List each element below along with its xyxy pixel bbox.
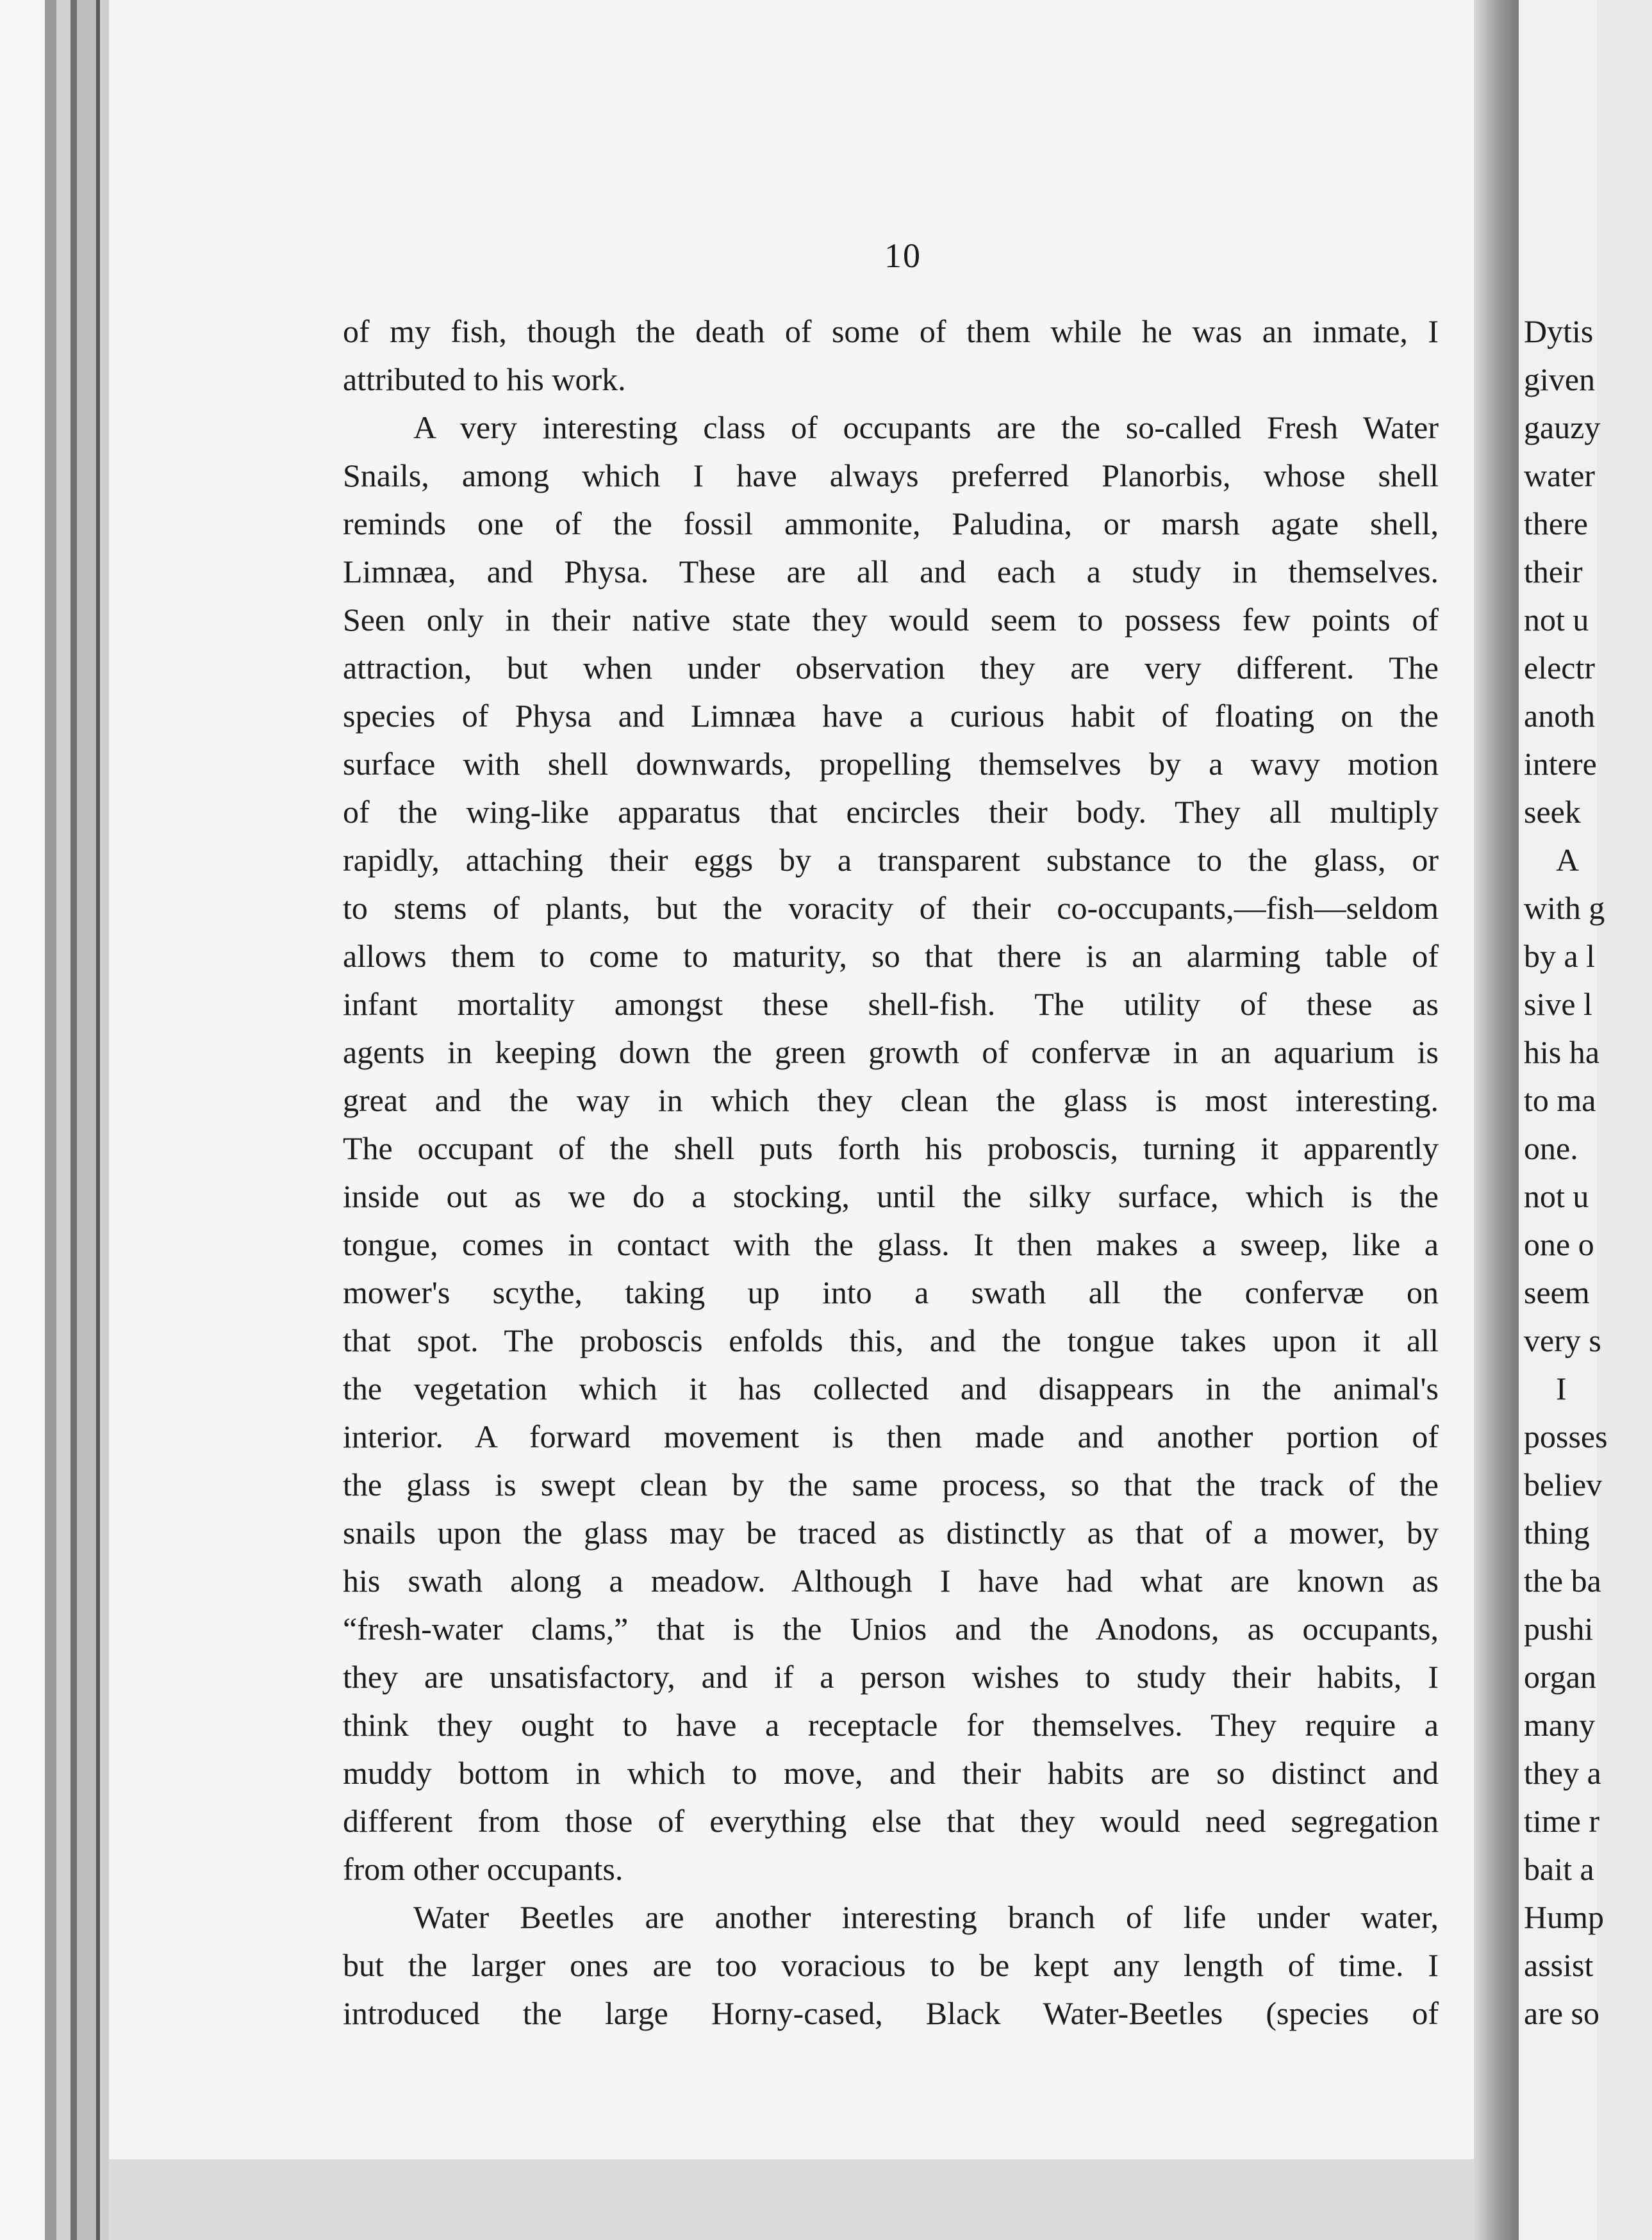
text-line: the vegetation which it has collected and disappears in the animal's [343,1371,1439,1406]
text-line: but the larger ones are too voracious to be kept any length of time. I [343,1947,1439,1983]
facing-page-line: bait a [1524,1851,1594,1887]
body-text [343,308,1439,2038]
text-line: species of Physa and Limnæa have a curious habit of floating on the [343,698,1439,734]
facing-page-line: organ [1524,1659,1596,1695]
text-line: snails upon the glass may be traced as distinctly as that of a mower, by [343,1515,1439,1551]
text-line: infant mortality amongst these shell-fish. The utility of these as [343,986,1439,1022]
facing-page-line: very s [1524,1322,1601,1358]
page-edge-2 [45,0,56,2240]
text-line: mower's scythe, taking up into a swath all the confervæ on [343,1274,1439,1310]
facing-page-line: water [1524,457,1596,493]
text-line: rapidly, attaching their eggs by a transparent substance to the glass, or [343,842,1439,878]
facing-page-line: with g [1524,890,1605,926]
facing-page-line: to ma [1524,1082,1596,1118]
facing-page-line: they a [1524,1755,1601,1791]
facing-page-line: time r [1524,1803,1600,1839]
text-line: Limnæa, and Physa. These are all and each a study in themselves. [343,554,1439,589]
facing-page-line: Dytis [1524,313,1594,349]
facing-page-line: there [1524,506,1588,541]
facing-page-line: seek [1524,794,1581,830]
text-line: agents in keeping down the green growth of confervæ in an aquarium is [343,1034,1439,1070]
facing-page-line: the ba [1524,1563,1601,1599]
facing-page-line: seem [1524,1274,1590,1310]
text-line: different from those of everything else that they would need segregation [343,1803,1439,1839]
text-line: his swath along a meadow. Although I have had what are known as [343,1563,1439,1599]
text-line: “fresh-water clams,” that is the Unios and the Anodons, as occupants, [343,1611,1439,1647]
text-line: surface with shell downwards, propelling themselves by a wavy motion [343,746,1439,782]
facing-page-line: Hump [1524,1899,1604,1935]
book-gutter [1474,0,1519,2240]
facing-page-line: pushi [1524,1611,1594,1647]
facing-page-line: intere [1524,746,1597,782]
page-edge-5 [77,0,96,2240]
text-line: The occupant of the shell puts forth his proboscis, turning it apparently [343,1130,1439,1166]
text-line: that spot. The proboscis enfolds this, and the tongue takes upon it all [343,1322,1439,1358]
facing-page-line: given [1524,361,1596,397]
facing-page-line: thing [1524,1515,1590,1551]
facing-page-line: many [1524,1707,1596,1743]
text-line: allows them to come to maturity, so that there is an alarming table of [343,938,1439,974]
page-edge-3 [56,0,70,2240]
facing-page-line: I [1556,1371,1567,1406]
text-line: tongue, comes in contact with the glass. It then makes a sweep, like a [343,1226,1439,1262]
facing-page-line: their [1524,554,1583,589]
text-line: reminds one of the fossil ammonite, Paludina, or marsh agate shell, [343,506,1439,541]
text-line: inside out as we do a stocking, until the silky surface, which is the [343,1178,1439,1214]
facing-page-line: assist [1524,1947,1594,1983]
facing-page-line: not u [1524,602,1589,638]
page-edge-4 [70,0,77,2240]
text-line: the glass is swept clean by the same process, so that the track of the [343,1467,1439,1503]
facing-page-line: his ha [1524,1034,1600,1070]
facing-page-line: not u [1524,1178,1589,1214]
text-line: from other occupants. [343,1851,624,1887]
text-line: great and the way in which they clean the glass is most interesting. [343,1082,1439,1118]
facing-page-line: one. [1524,1130,1578,1166]
facing-page-text [1524,308,1652,2038]
text-line: of my fish, though the death of some of them while he was an inmate, I [343,313,1439,349]
facing-page-line: gauzy [1524,409,1601,445]
text-line: of the wing-like apparatus that encircles their body. They all multiply [343,794,1439,830]
facing-page-line: believ [1524,1467,1603,1503]
facing-page-line: anoth [1524,698,1596,734]
facing-page-line: one o [1524,1226,1594,1262]
text-line: Water Beetles are another interesting branch of life under water, [413,1899,1439,1935]
facing-page-line: posses [1524,1419,1608,1454]
text-line: think they ought to have a receptacle for themselves. They require a [343,1707,1439,1743]
page-edge-7 [100,0,109,2240]
text-line: Snails, among which I have always preferred Planorbis, whose shell [343,457,1439,493]
page-edge-1 [0,0,45,2240]
page-bottom-margin [109,2159,1474,2240]
facing-page-line: A [1556,842,1580,878]
facing-page-line: by a l [1524,938,1596,974]
text-line: muddy bottom in which to move, and their habits are so distinct and [343,1755,1439,1791]
text-line: attraction, but when under observation they are very different. The [343,650,1439,686]
facing-page-line: sive l [1524,986,1592,1022]
text-line: A very interesting class of occupants are the so-called Fresh Water [413,409,1439,445]
facing-page-line: are so [1524,1995,1599,2031]
facing-page-line: electr [1524,650,1596,686]
page-number: 10 [884,236,921,275]
text-line: introduced the large Horny-cased, Black Water-Beetles (species of [343,1995,1439,2031]
text-line: they are unsatisfactory, and if a person wishes to study their habits, I [343,1659,1439,1695]
text-line: Seen only in their native state they would seem to possess few points of [343,602,1439,638]
text-line: to stems of plants, but the voracity of their co-occupants,—fish—seldom [343,890,1439,926]
text-line: attributed to his work. [343,361,626,397]
text-line: interior. A forward movement is then made and another portion of [343,1419,1439,1454]
